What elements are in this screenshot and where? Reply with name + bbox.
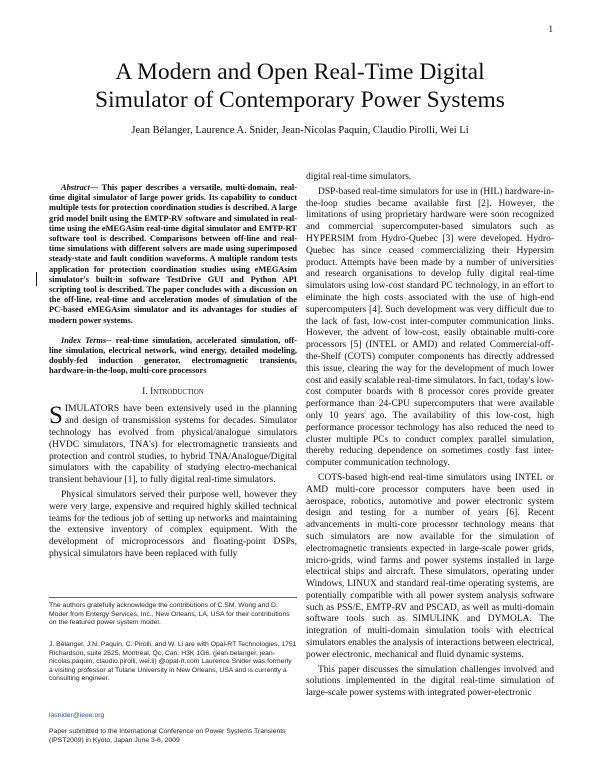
margin-change-bar — [36, 272, 37, 286]
title-line-1: A Modern and Open Real-Time Digital — [115, 59, 485, 85]
footnote-affiliation: J. Bélanger, J.N. Paquin, C. Pirolli, and W. Li are with Opal-RT Technologies, 1751 Richardson, suite 2525, Montreal, Qc, Can. H3K 1G6. (jean.belanger, jean-nicolas.paquin, claudio.pirolli, wei.li) @opal-rt.com Laurence Snider was formerly a visiting professor at Tulane University in New Orleans, USA and is currently a consulting engineer. — [49, 641, 297, 683]
intro-paragraph-2: Physical simulators served their purpose well, however they were very large, expensive and required highly skilled technical teams for the tedious job of setting up networks and maintaining the extensive inventory of complex equipment. With the development of microprocessors and floating-point DSPs, physical simulators have been replaced with fully — [49, 490, 297, 560]
page-number: 1 — [548, 24, 553, 34]
right-paragraph-1: DSP-based real-time simulators for use in (HIL) hardware-in-the-loop studies became available first [2]. However, the limitations of using proprietary hardware were soon recognized and commercial supercomputer-based simulators such as HYPERSIM from Hydro-Quebec [3] were developed. Hydro-Quebec has since ceased commercializing their Hypersim product. Attempts have been made by a number of universities and research organisations to develop fully digital real-time simulators using low-cost standard PC technology, in an effort to eliminate the high costs associated with the use of high-end supercomputers [4]. Such development was very difficult due to the lack of fast, low-cost inter-computer communication links. However, the advent of low-cost, easily obtainable multi-core processors [5] (INTEL or AMD) and related Commercial-off-the-Shelf (COTS) computer components has directly addressed this issue, clearing the way for the development of much lower cost and easily scalable real-time simulators. In fact, today's low-cost computer boards with 8 processor cores provide greater performance than 24-CPU supercomputers that were available only 10 years ago. The availability of this low-cost, high performance processor technology has also reduced the need to cluster multiple PCs to conduct complex parallel simulation, thereby reducing dependence on sometimes costly fast inter-computer communication technology. — [306, 186, 554, 469]
section-heading: I. Introduction — [142, 386, 204, 397]
paper-title — [0, 58, 600, 114]
abstract — [49, 183, 297, 326]
intro-paragraph-1-text: IMULATORS have been extensively used in the planning and design of transmission systems for decades. Simulator technology has evolved from physical/analogue simulators (HVDC simulators, TNA's) for electromagnetic transients and protection and control studies, to hybrid TNA/Analogue/Digital simulators with the capability of studying electro-mechanical transient behaviour [1], to fully digital real-time simulators. — [49, 404, 297, 486]
intro-paragraph-1 — [49, 404, 297, 487]
author-list: Jean Bélanger, Laurence A. Snider, Jean-Nicolas Paquin, Claudio Pirolli, Wei Li — [131, 125, 469, 136]
title-line-2: Simulator of Contemporary Power Systems — [95, 87, 505, 113]
right-paragraph-3: This paper discusses the simulation challenges involved and solutions implemented in the digital real-time simulation of large-scale power systems with integrated power-electronic — [306, 664, 554, 699]
abstract-text: This paper describes a versatile, multi-domain, real-time digital simulator of large power grids. Its capability to conduct multiple tests for protection coordination studies is described. A large grid model built using the EMTP-RV software and simulated in real-time using the eMEGAsim real-time digital simulator and EMTP-RT software tool is described. Comparisons between off-line and real-time simulations with different solvers are made using superimposed steady-state and fault condition waveforms. A multiple random tests application for protection coordination studies using eMEGAsim simulator's built-in software TestDrive GUI and Python API scripting tool is described. The paper concludes with a discussion on the off-line, real-time and acceleration modes of simulation of the PC-based eMEGAsim simulator and its advantages for studies of modern power systems. — [49, 183, 297, 325]
footnote-acknowledgement: The authors gratefully acknowledge the contributions of C.SM. Wong and D. Moder from Entergy Services, Inc., New Orleans, LA, USA for their contributions on the featured power system model. — [49, 602, 290, 627]
index-terms-label: Index Terms-- — [61, 335, 112, 345]
right-paragraph-2: COTS-based high-end real-time simulators using INTEL or AMD multi-core processor computers have been used in aerospace, robotics, automotive and power electronic system design and testing for a number of years [6]. Recent advancements in multi-core processor technology means that such simulators are now available for the simulation of electromagnetic transients expected in large-scale power grids, micro-grids, wind farms and power systems installed in large electrical ships and aircraft. These simulators, operating under Windows, LINUX and standard real-time operating systems, are potentially compatible with all power system analysis software such as PSS/E, EMTP-RV and PSCAD, as well as multi-domain software tools such as SIMULINK and DYMOLA. The integration of multi-domain simulation tools with electrical simulators enables the analysis of interactions between electrical, power electronic, mechanical and fluid dynamic systems. — [306, 472, 554, 660]
abstract-label: Abstract— — [61, 183, 99, 192]
footnote-email-link[interactable]: lasnider@ieee.org — [49, 712, 105, 719]
left-column — [49, 183, 297, 564]
footnote-submission: Paper submitted to the International Conference on Power Systems Transients (IPST2009) in Kyoto, Japan June 3-6, 2009 — [49, 728, 286, 744]
drop-cap: S — [49, 402, 63, 430]
index-terms — [49, 336, 297, 377]
right-column — [306, 172, 554, 703]
footnote-rule — [49, 597, 297, 598]
index-terms-text: real-time simulation, accelerated simulation, off-line simulation, electrical network, wind energy, detailed modeling, doubly-fed induction generator, electromagnetic transients, hardware-in-the-loop, multi-core processors — [49, 335, 298, 376]
right-paragraph-0: digital real-time simulators. — [306, 172, 412, 182]
